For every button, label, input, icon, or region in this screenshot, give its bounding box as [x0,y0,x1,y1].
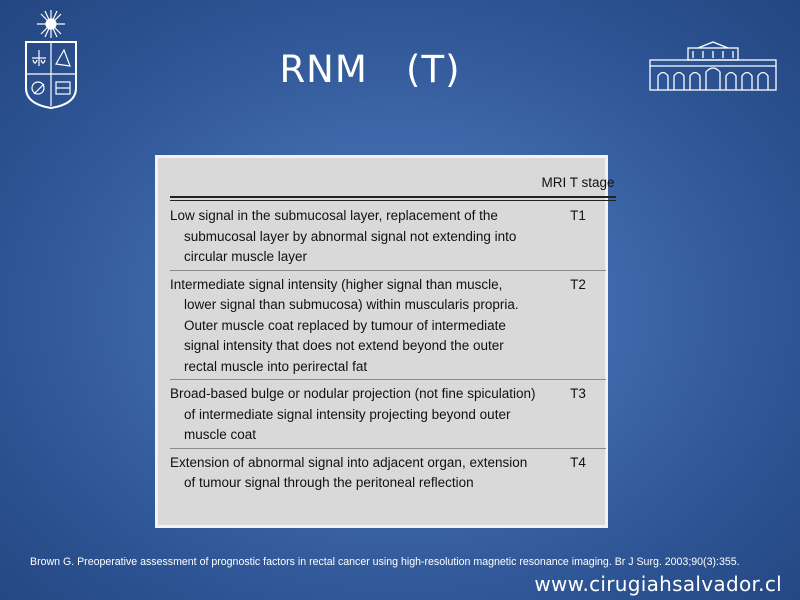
table-header-stage: MRI T stage [541,175,615,190]
slide-title: RNM (T) [279,48,461,91]
header-rule [170,196,616,198]
mri-staging-table [155,155,615,528]
row-stage: T1 [570,208,586,223]
row-description: Extension of abnormal signal into adjacent organ, extension of tumour signal through the peritoneal reflection [170,454,528,490]
website-link[interactable]: www.cirugiahsalvador.cl [534,572,782,596]
citation: Brown G. Preoperative assessment of prognostic factors in rectal cancer using high-resolution magnetic resonance imaging. Br J Surg. 2003;90(3):355. [30,556,740,568]
row-description: Broad-based bulge or nodular projection (not fine spiculation) of intermediate signal intensity projecting beyond outer muscle coat [170,386,536,442]
row-stage: T2 [570,276,586,292]
table-row [170,270,606,378]
row-stage: T4 [570,454,586,470]
row-stage: T3 [570,386,586,401]
table-row [170,448,606,494]
table-row [170,379,606,446]
header-rule-thin [170,200,616,201]
table-row [170,206,606,268]
hospital-building-icon [648,40,778,92]
table-body [170,206,606,494]
row-description: Low signal in the submucosal layer, replacement of the submucosal layer by abnormal signal not extending into circular muscle layer [170,208,517,264]
row-description: Intermediate signal intensity (higher signal than muscle, lower signal than submucosa) within muscularis propria. Outer muscle coat replaced by tumour of intermediate signal intensity that does not extend beyond the outer rectal muscle into perirectal fat [170,276,519,374]
university-crest-icon [20,8,82,110]
